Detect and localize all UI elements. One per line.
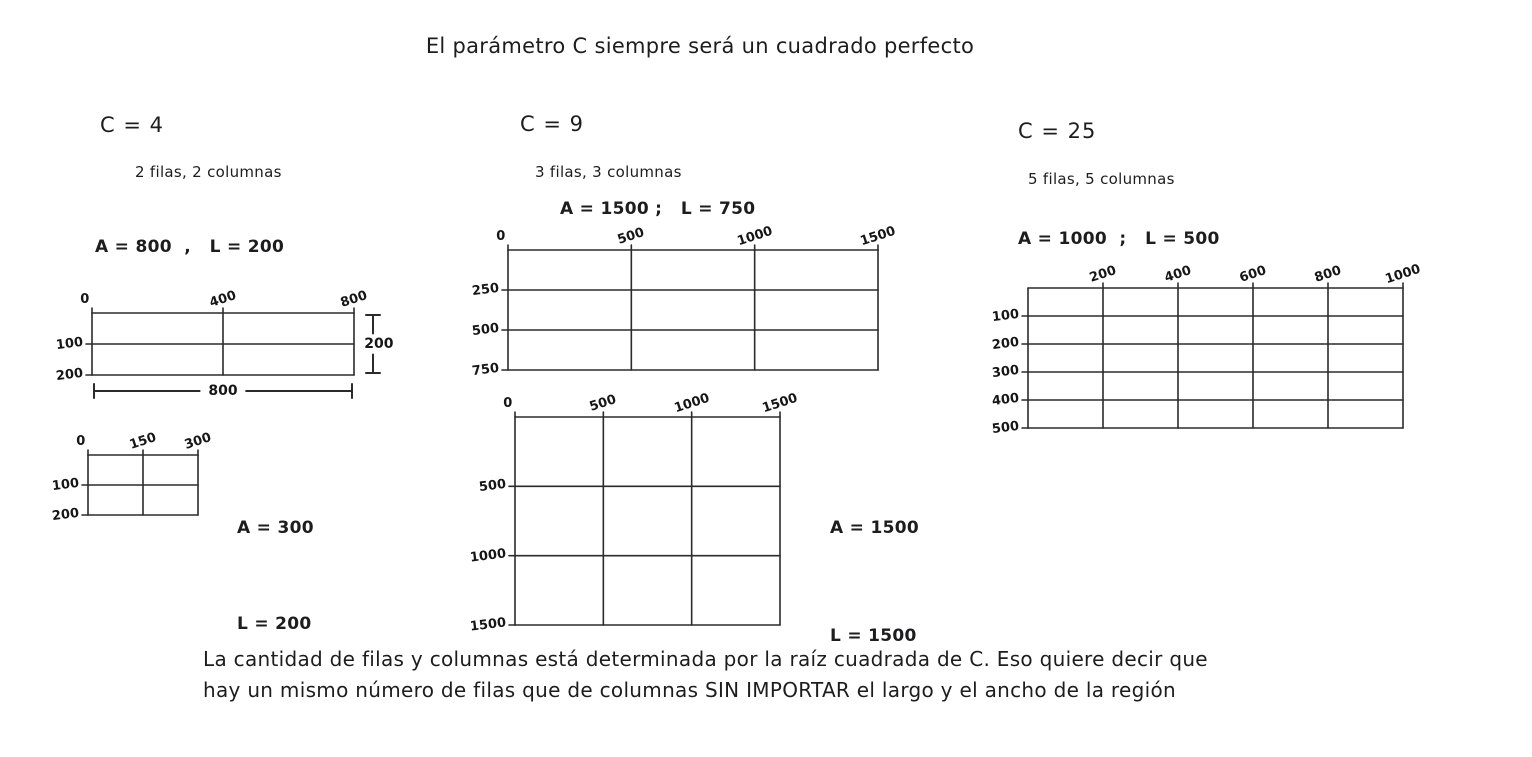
top-tick-label: 1000: [1383, 261, 1423, 288]
top-tick-label: 800: [1312, 263, 1344, 286]
grid-lines: [1028, 288, 1403, 428]
left-tick-label: 1500: [469, 615, 507, 635]
annotation-line-l: L = 1500: [830, 626, 917, 646]
top-tick-label: 0: [503, 396, 513, 411]
section-c9-label: C = 9: [520, 112, 584, 136]
grid-lines: [92, 313, 354, 375]
left-tick-label: 100: [991, 306, 1020, 326]
top-tick-label: 1000: [735, 223, 775, 250]
top-tick-label: 1500: [858, 223, 898, 250]
top-tick-label: 400: [1162, 263, 1194, 286]
top-tick-label: 400: [207, 288, 239, 311]
section-c25-formula: A = 1000 ; L = 500: [1018, 229, 1220, 249]
top-tick-label: 0: [76, 434, 86, 449]
left-tick-label: 1000: [469, 546, 507, 566]
section-c4-dims: 2 filas, 2 columnas: [135, 163, 282, 181]
height-dimension: [366, 313, 400, 375]
top-tick-label: 1500: [760, 390, 800, 417]
annotation-line-l: L = 200: [237, 614, 312, 634]
grid-c9-square: [469, 390, 800, 635]
left-tick-label: 100: [51, 475, 80, 495]
left-tick-label: 200: [55, 365, 84, 385]
top-tick-label: 0: [80, 292, 90, 307]
section-c4-formula: A = 800 , L = 200: [95, 237, 285, 257]
footer-line-2: hay un mismo número de filas que de columnas SIN IMPORTAR el largo y el ancho de la región: [203, 678, 1176, 702]
left-tick-label: 500: [991, 418, 1020, 438]
left-tick-label: 400: [991, 390, 1020, 410]
top-tick-label: 800: [338, 288, 370, 311]
grid-lines: [508, 250, 878, 370]
section-c9-dims: 3 filas, 3 columnas: [535, 163, 682, 181]
annotation-line-a: A = 1500: [830, 518, 919, 538]
left-tick-label: 200: [51, 505, 80, 525]
top-tick-label: 300: [182, 430, 214, 453]
left-tick-label: 500: [471, 320, 500, 340]
grid-lines: [515, 417, 780, 625]
section-c9-formula: A = 1500 ; L = 750: [560, 199, 756, 219]
footer-line-1: La cantidad de filas y columnas está determinada por la raíz cuadrada de C. Eso quiere decir que: [203, 647, 1208, 671]
top-tick-label: 500: [616, 225, 647, 248]
section-c25-dims: 5 filas, 5 columnas: [1028, 170, 1175, 188]
grid-c4-main: [55, 288, 394, 399]
top-tick-label: 200: [1087, 263, 1119, 286]
grid-c9-main: [471, 223, 898, 380]
top-tick-label: 1000: [672, 390, 712, 417]
footer-note: [203, 644, 1208, 706]
left-tick-label: 750: [471, 360, 500, 380]
grid-c25-main: [991, 261, 1423, 438]
left-tick-label: 250: [471, 280, 500, 300]
page-title: El parámetro C siempre será un cuadrado perfecto: [425, 34, 975, 58]
top-tick-label: 150: [127, 430, 159, 453]
grid-lines: [88, 455, 198, 515]
left-tick-label: 200: [991, 334, 1020, 354]
left-tick-label: 300: [991, 362, 1020, 382]
section-c25-label: C = 25: [1018, 119, 1097, 143]
grid-c4-small: [51, 430, 214, 525]
width-dimension-label: 800: [200, 383, 245, 399]
top-tick-label: 500: [588, 392, 619, 415]
left-tick-label: 100: [55, 334, 84, 354]
left-tick-label: 500: [478, 477, 507, 496]
annotation-line-a: A = 300: [237, 518, 314, 538]
width-dimension: [92, 383, 354, 401]
section-c4-label: C = 4: [100, 113, 164, 137]
top-tick-label: 0: [496, 229, 506, 244]
height-dimension-label: 200: [364, 336, 394, 352]
top-tick-label: 600: [1237, 263, 1269, 286]
